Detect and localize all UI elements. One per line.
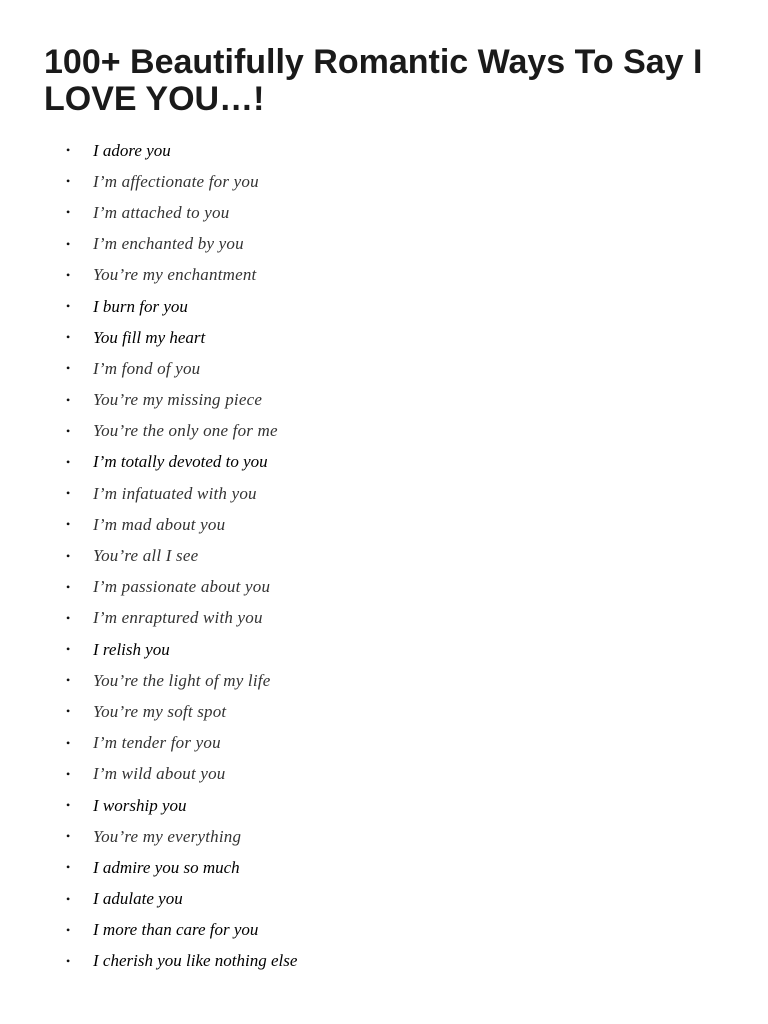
bullet-icon: • [66, 236, 71, 251]
phrase-text: I’m totally devoted to you [93, 452, 268, 472]
list-item [0, 946, 297, 977]
list-item [0, 759, 297, 790]
phrase-text: You’re the only one for me [93, 421, 278, 441]
list-item [0, 790, 297, 821]
list-item [0, 572, 297, 603]
bullet-icon: • [66, 361, 71, 376]
bullet-icon: • [66, 330, 71, 345]
phrase-text: I’m fond of you [93, 358, 201, 378]
bullet-icon: • [66, 829, 71, 844]
bullet-icon: • [66, 205, 71, 220]
bullet-icon: • [66, 143, 71, 158]
list-item [0, 821, 297, 852]
bullet-icon: • [66, 766, 71, 781]
bullet-icon: • [66, 299, 71, 314]
phrase-text: You’re my soft spot [93, 701, 227, 721]
bullet-icon: • [66, 579, 71, 594]
bullet-icon: • [66, 642, 71, 657]
phrase-text: I adulate you [93, 889, 183, 909]
phrase-text: I’m attached to you [93, 202, 230, 222]
phrase-list [0, 135, 297, 977]
list-item [0, 260, 297, 291]
bullet-icon: • [66, 860, 71, 875]
bullet-icon: • [66, 267, 71, 282]
phrase-text: I adore you [93, 140, 171, 160]
bullet-icon: • [66, 392, 71, 407]
phrase-text: I’m enraptured with you [93, 608, 263, 628]
list-item [0, 884, 297, 915]
phrase-text: You’re my enchantment [93, 265, 257, 285]
phrase-text: You’re my missing piece [93, 390, 263, 410]
phrase-text: You’re my everything [93, 826, 242, 846]
list-item [0, 385, 297, 416]
list-item [0, 416, 297, 447]
page-title: 100+ Beautifully Romantic Ways To Say I LOVE YOU…! [44, 43, 703, 118]
bullet-icon: • [66, 735, 71, 750]
list-item [0, 540, 297, 571]
phrase-text: I burn for you [93, 296, 188, 316]
phrase-text: You fill my heart [93, 327, 206, 347]
list-item [0, 603, 297, 634]
bullet-icon: • [66, 174, 71, 189]
phrase-text: I’m enchanted by you [93, 234, 244, 254]
phrase-text: I’m tender for you [93, 733, 221, 753]
list-item [0, 634, 297, 665]
list-item [0, 166, 297, 197]
phrase-text: You’re the light of my life [93, 670, 271, 690]
bullet-icon: • [66, 454, 71, 469]
list-item [0, 197, 297, 228]
phrase-text: I’m affectionate for you [93, 171, 259, 191]
list-item [0, 665, 297, 696]
list-item [0, 728, 297, 759]
list-item [0, 478, 297, 509]
bullet-icon: • [66, 548, 71, 563]
bullet-icon: • [66, 922, 71, 937]
phrase-text: You’re all I see [93, 546, 199, 566]
list-item [0, 509, 297, 540]
bullet-icon: • [66, 423, 71, 438]
list-item [0, 353, 297, 384]
phrase-text: I’m mad about you [93, 514, 226, 534]
list-item [0, 322, 297, 353]
phrase-text: I’m infatuated with you [93, 483, 257, 503]
bullet-icon: • [66, 891, 71, 906]
list-item [0, 291, 297, 322]
bullet-icon: • [66, 798, 71, 813]
list-item [0, 229, 297, 260]
phrase-text: I cherish you like nothing else [93, 951, 298, 971]
list-item [0, 447, 297, 478]
phrase-text: I relish you [93, 639, 170, 659]
bullet-icon: • [66, 486, 71, 501]
phrase-text: I worship you [93, 795, 187, 815]
phrase-text: I admire you so much [93, 857, 240, 877]
bullet-icon: • [66, 610, 71, 625]
bullet-icon: • [66, 953, 71, 968]
list-item [0, 696, 297, 727]
phrase-text: I’m wild about you [93, 764, 226, 784]
list-item [0, 915, 297, 946]
bullet-icon: • [66, 704, 71, 719]
phrase-text: I’m passionate about you [93, 577, 271, 597]
bullet-icon: • [66, 517, 71, 532]
bullet-icon: • [66, 673, 71, 688]
list-item [0, 852, 297, 883]
phrase-text: I more than care for you [93, 920, 259, 940]
list-item [0, 135, 297, 166]
